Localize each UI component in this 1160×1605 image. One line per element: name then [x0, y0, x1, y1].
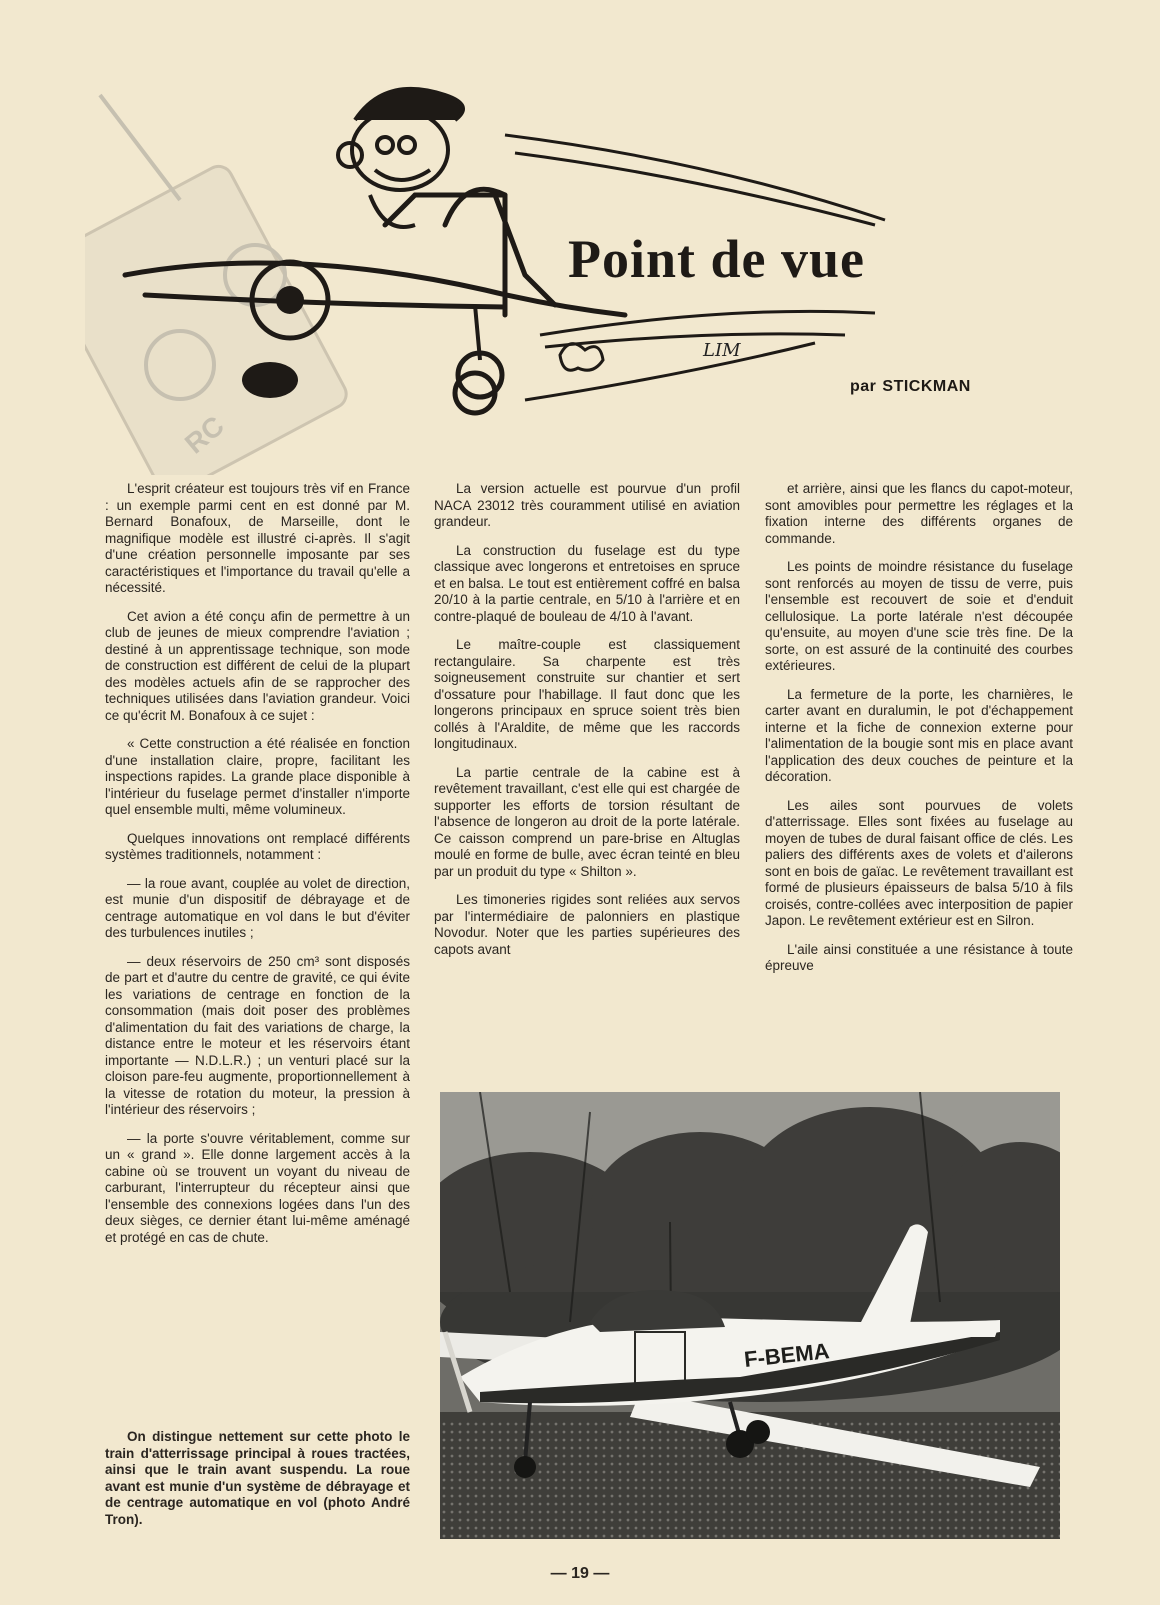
text-column-1	[105, 481, 410, 1258]
paragraph: Quelques innovations ont remplacé différents systèmes traditionnels, notamment :	[105, 830, 410, 862]
paragraph: La partie centrale de la cabine est à revêtement travaillant, c'est elle qui est chargée de supporter les efforts de torsion résultant de l'absence de longeron au droit de la porte latérale. Ce caisson comprend un pare-brise en Altuglas moulé en forme de bulle, avec écran teinté en bleu par un produit du type « Shilton ».	[434, 764, 740, 879]
caption-text: On distingue nettement sur cette photo le train d'atterrissage principal à roues tractées, ainsi que le train avant suspendu. La roue avant est munie d'un système de débrayage et de centrage automatique en vol (photo André Tron).	[105, 1429, 410, 1527]
byline-prefix: par	[850, 378, 877, 395]
paragraph: Les timoneries rigides sont reliées aux servos par l'intermédiaire de palonniers en plastique Novodur. Noter que les parties supérieures des capots avant	[434, 892, 740, 957]
aircraft-photo-drawing	[440, 1092, 1060, 1539]
paragraph: L'esprit créateur est toujours très vif en France : un exemple parmi cent en est donné par M. Bernard Bonafoux, de Marseille, dont le magnifique modèle est illustré ci-après. Il s'agit d'une création personnelle imposante par ses caractéristiques et l'importance du travail qu'elle a nécessité.	[105, 481, 410, 595]
paragraph: La construction du fuselage est du type classique avec longerons et entretoises en spruce et en balsa. Le tout est entièrement coffré en balsa 20/10 à la partie centrale, en 5/10 à l'arrière et en contre-plaqué de bouleau de 4/10 à l'avant.	[434, 542, 740, 624]
paragraph: Le maître-couple est classiquement rectangulaire. Sa charpente est très soigneusement construite sur chantier et sert d'ossature pour l'habillage. Il faut donc que les longerons principaux en spruce soient très bien collés à l'Araldite, de même que les raccords longitudinaux.	[434, 637, 740, 751]
paragraph: Les ailes sont pourvues de volets d'atterrissage. Elles sont fixées au fuselage au moyen de tubes de dural faisant office de clés. Les paliers des différents axes de volets et d'ailerons sont en bois de gaïac. Le revêtement travaillant est formé de plusieurs épaisseurs de balsa 5/10 à fils croisés, contre-collées avec interposition de papier Japon. Le revêtement extérieur est en Silron.	[765, 797, 1073, 928]
illustration-signature: LIM	[703, 340, 741, 361]
paragraph: Cet avion a été conçu afin de permettre à un club de jeunes de mieux comprendre l'aviation ; destiné à un apprentissage technique, son mode de construction est différent de celui de la plupart des modèles actuels afin de se rapprocher des techniques utilisées dans l'aviation grandeur. Voici ce qu'écrit M. Bonafoux à ce sujet :	[105, 608, 410, 723]
text-column-3	[765, 481, 1073, 987]
text-column-2	[434, 481, 740, 970]
photo-caption	[105, 1429, 410, 1528]
paragraph: La version actuelle est pourvue d'un profil NACA 23012 très couramment utilisé en aviation grandeur.	[434, 481, 740, 529]
paragraph: L'aile ainsi constituée a une résistance à toute épreuve	[765, 941, 1073, 973]
page-number: — 19 —	[550, 1565, 610, 1582]
aircraft-photo	[440, 1092, 1060, 1539]
transmitter-drawing	[85, 95, 351, 475]
paragraph: et arrière, ainsi que les flancs du capot-moteur, sont amovibles pour permettre les réglages et la fixation interne des différents organes de commande.	[765, 481, 1073, 546]
byline	[850, 378, 977, 396]
paragraph: « Cette construction a été réalisée en fonction d'une installation claire, propre, facilitant les inspections rapides. La grande place disponible à l'intérieur du fuselage permet d'installer n'importe quel ensemble multi, même volumineux.	[105, 736, 410, 817]
paragraph: — la roue avant, couplée au volet de direction, est munie d'un dispositif de débrayage et de centrage automatique en vol dans le but d'éviter des turbulences inutiles ;	[105, 875, 410, 940]
svg-text:RC: RC	[178, 409, 230, 460]
paragraph: La fermeture de la porte, les charnières, le carter avant en duralumin, le pot d'échappement interne et la fiche de connexion externe pour l'alimentation de la bougie sont mis en place avant l'application des deux couches de peinture et la décoration.	[765, 686, 1073, 784]
registration-marking: F-BEMA	[742, 1338, 831, 1372]
paragraph: — deux réservoirs de 250 cm³ sont disposés de part et d'autre du centre de gravité, ce qui évite les variations de centrage en fonction de la consommation (mais doit poser des problèmes d'alimentation du fait des variations de charge, la distance entre le moteur et les réservoirs étant importante — N.D.L.R.) ; un venturi placé sur la cloison pare-feu augmente, proportionnellement à la vitesse de rotation du moteur, la pression à l'intérieur des réservoirs ;	[105, 953, 410, 1117]
paragraph: Les points de moindre résistance du fuselage sont renforcés au moyen de tissu de verre, puis l'ensemble est recouvert de soie et d'enduit cellulosique. La porte latérale n'est découpée qu'ensuite, au moyen d'une scie très fine. De la sorte, on est assuré de la continuité des courbes extérieures.	[765, 559, 1073, 673]
byline-author: STICKMAN	[882, 378, 971, 395]
paragraph: — la porte s'ouvre véritablement, comme sur un « grand ». Elle donne largement accès à la cabine où se trouvent un voyant du niveau de carburant, l'interrupteur du récepteur ainsi que l'ensemble des connexions logées dans l'un des deux sièges, ce dernier étant lui-même aménagé et protégé en cas de chute.	[105, 1130, 410, 1245]
article-title: Point de vue	[568, 229, 866, 289]
